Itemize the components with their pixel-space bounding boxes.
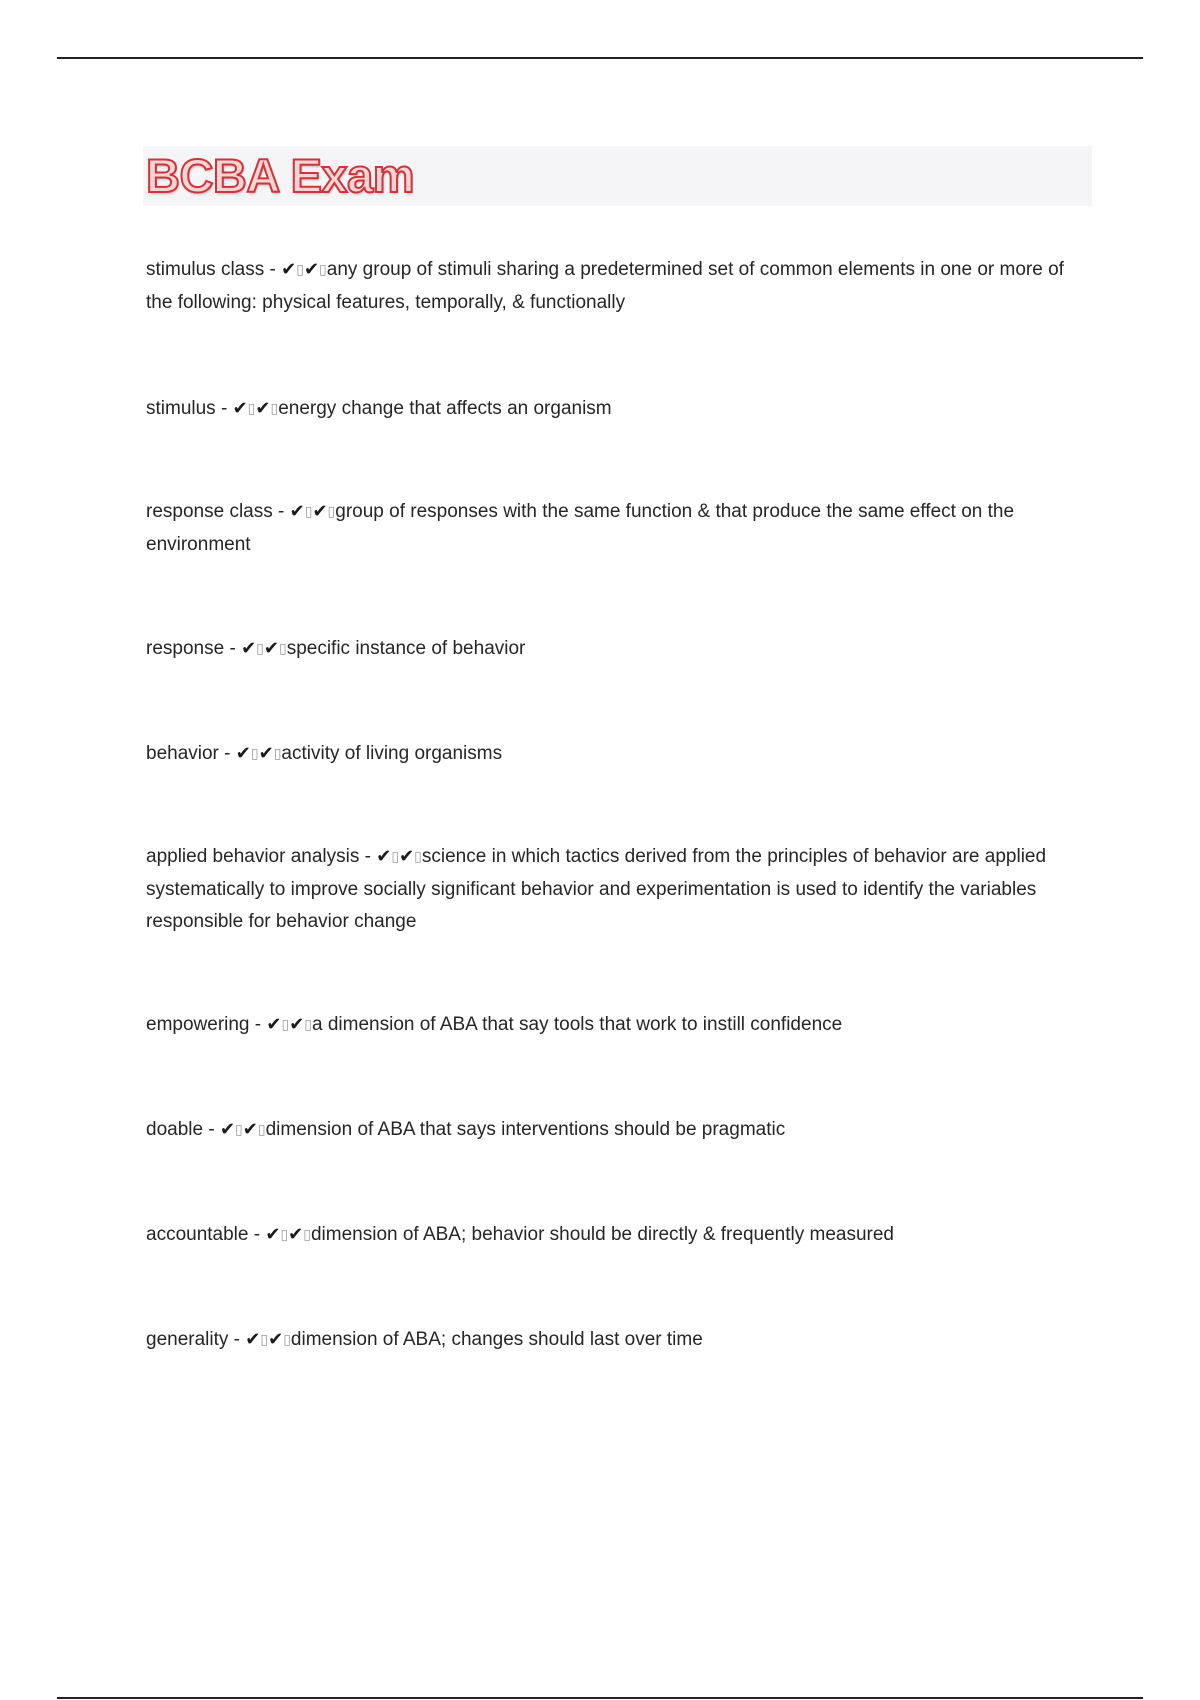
empty-box-icon: ▯ [283,1332,291,1348]
empty-box-icon: ▯ [296,262,304,278]
entry-separator: - [272,501,290,522]
empty-box-icon: ▯ [280,1227,289,1243]
check-mark-icon: ✔ [289,1014,305,1035]
check-mark-icon: ✔ [232,398,248,419]
entry-applied-behavior-analysis [146,841,1091,938]
check-mark-icon: ✔ [242,1119,258,1140]
empty-box-icon: ▯ [304,1017,313,1033]
check-mark-icon: ✔ [255,398,271,419]
entry-accountable [146,1219,1091,1252]
entry-definition: a dimension of ABA that say tools that work to instill confidence [312,1014,843,1035]
check-mark-icon: ✔ [281,259,297,280]
entry-definition: energy change that affects an organism [278,398,612,419]
entry-term: applied behavior analysis [146,846,360,867]
check-mark-icon: ✔ [241,638,257,659]
check-mark-icon: ✔ [219,1119,236,1140]
check-mark-icon: ✔ [288,1224,304,1245]
empty-box-icon: ▯ [327,504,336,520]
empty-box-icon: ▯ [273,746,282,762]
entry-term: response [146,638,225,659]
check-mark-icon: ✔ [265,1224,281,1245]
entry-definition: dimension of ABA that says interventions should be pragmatic [265,1119,786,1140]
title-band [143,146,1092,206]
entry-generality [146,1324,1091,1357]
entry-separator: - [218,743,236,764]
entry-stimulus-class [146,254,1091,319]
entry-response [146,633,1091,666]
empty-box-icon: ▯ [303,1227,311,1243]
entry-definition: science in which tactics derived from the principles of behavior are applied systematically to improve socially significant behavior and experimentation is used to identify the variables responsible for behavior change [146,846,1047,932]
check-mark-icon: ✔ [263,638,279,659]
check-mark-icon: ✔ [376,846,392,867]
entry-stimulus [146,393,1091,426]
entry-definition: activity of living organisms [281,743,503,764]
entry-separator: - [249,1014,267,1035]
empty-box-icon: ▯ [319,262,327,278]
check-mark-icon: ✔ [289,501,305,522]
check-mark-icon: ✔ [268,1329,284,1350]
check-mark-icon: ✔ [266,1014,282,1035]
entry-separator: - [215,398,233,419]
entry-term: behavior [146,743,219,764]
empty-box-icon: ▯ [278,641,287,657]
entry-doable [146,1114,1091,1147]
empty-box-icon: ▯ [235,1122,243,1138]
empty-box-icon: ▯ [250,746,259,762]
check-mark-icon: ✔ [399,846,415,867]
entry-behavior [146,738,1091,771]
empty-box-icon: ▯ [260,1332,269,1348]
page-title: BCBA Exam [146,149,414,202]
entry-separator: - [264,259,282,280]
entry-separator: - [359,846,377,867]
entry-separator: - [228,1329,246,1350]
empty-box-icon: ▯ [414,849,422,865]
entry-definition: specific instance of behavior [286,638,526,659]
entry-term: stimulus [146,398,216,419]
check-mark-icon: ✔ [258,743,274,764]
entry-term: response class [146,501,273,522]
entry-term: stimulus class [146,259,265,280]
entry-term: doable [146,1119,204,1140]
empty-box-icon: ▯ [304,504,313,520]
entry-term: generality [146,1329,229,1350]
empty-box-icon: ▯ [281,1017,290,1033]
empty-box-icon: ▯ [270,401,279,417]
entry-empowering [146,1009,1091,1042]
entry-term: accountable [146,1224,249,1245]
empty-box-icon: ▯ [391,849,400,865]
check-mark-icon: ✔ [312,501,328,522]
check-mark-icon: ✔ [303,259,320,280]
empty-box-icon: ▯ [257,1122,266,1138]
check-mark-icon: ✔ [245,1329,261,1350]
top-rule [57,57,1143,59]
entry-response-class [146,496,1091,561]
empty-box-icon: ▯ [256,641,264,657]
entry-definition: dimension of ABA; behavior should be directly & frequently measured [310,1224,894,1245]
entry-definition: group of responses with the same function & that produce the same effect on the environment [146,501,1015,555]
bottom-rule [57,1697,1143,1699]
entry-definition: any group of stimuli sharing a predetermined set of common elements in one or more of the following: physical features, temporally, & functionally [146,259,1064,313]
check-mark-icon: ✔ [235,743,251,764]
entry-separator: - [203,1119,220,1140]
entry-definition: dimension of ABA; changes should last over time [290,1329,703,1350]
empty-box-icon: ▯ [247,401,256,417]
entry-separator: - [224,638,242,659]
entry-term: empowering [146,1014,250,1035]
entry-separator: - [248,1224,266,1245]
